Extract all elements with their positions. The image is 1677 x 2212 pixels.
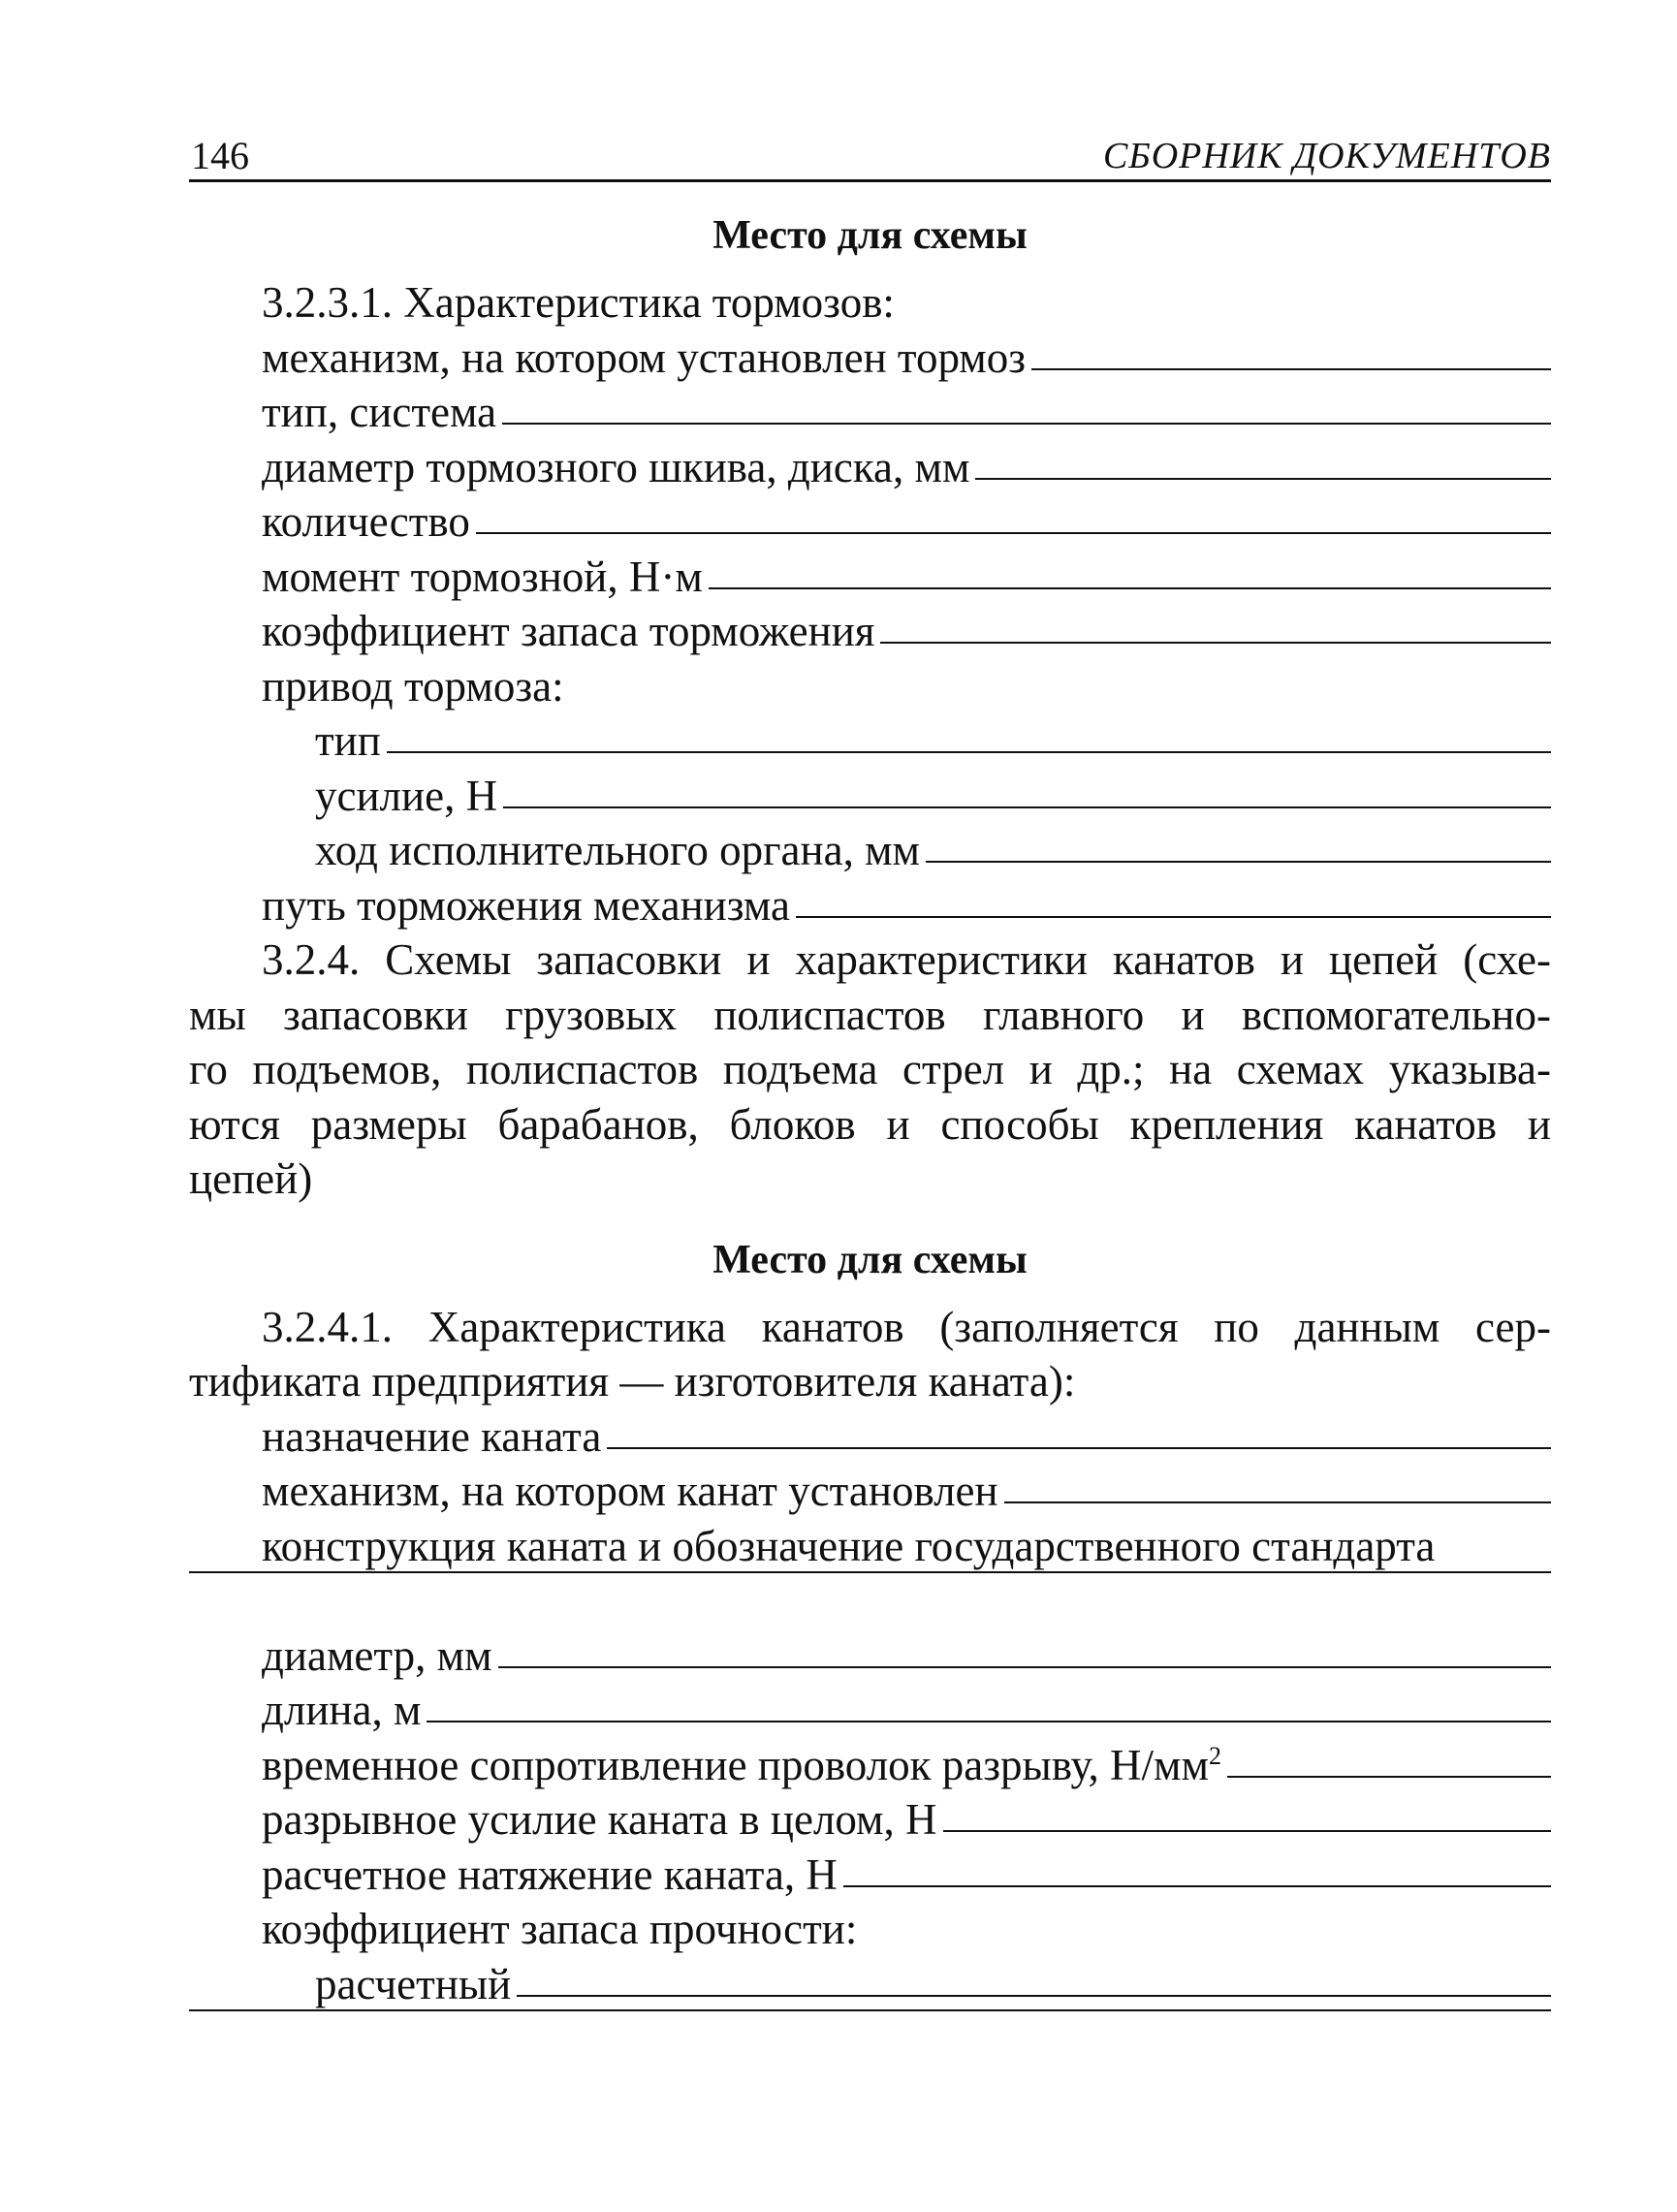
ropes-title-line-1: 3.2.4.1. Характеристика канатов (заполняется по данным сер- bbox=[262, 1302, 1551, 1351]
brake-mechanism-label: механизм, на котором установлен тормоз bbox=[262, 332, 1027, 382]
brake-quantity-field bbox=[189, 494, 1551, 550]
braking-path-field bbox=[189, 878, 1551, 933]
page-header bbox=[189, 131, 1551, 182]
braking-path-label: путь торможения механизма bbox=[262, 880, 791, 930]
rope-safety-factor-heading bbox=[189, 1902, 1551, 1957]
rope-calculated-label: расчетный bbox=[315, 1959, 512, 2008]
reeving-paragraph-line-4: ются размеры барабанов, блоков и способы крепления канатов и bbox=[189, 1099, 1551, 1149]
document-page bbox=[189, 131, 1551, 2067]
brake-coefficient-blank[interactable] bbox=[880, 642, 1551, 644]
brake-quantity-blank[interactable] bbox=[476, 532, 1551, 534]
drive-stroke-blank[interactable] bbox=[926, 861, 1551, 863]
reeving-paragraph-line-5: цепей) bbox=[189, 1154, 313, 1203]
rope-purpose-field bbox=[189, 1409, 1551, 1465]
brakes-title bbox=[189, 275, 1551, 331]
rope-breaking-force-blank[interactable] bbox=[943, 1830, 1551, 1832]
rope-mechanism-label: механизм, на котором канат установлен bbox=[262, 1467, 998, 1515]
rope-tensile-superscript: 2 bbox=[1208, 1741, 1221, 1770]
rope-diameter-label: диаметр, мм bbox=[262, 1630, 492, 1680]
brake-mechanism-blank[interactable] bbox=[1031, 368, 1551, 370]
reeving-paragraph-line-2: мы запасовки грузовых полиспастов главного и вспомогательно- bbox=[189, 990, 1551, 1039]
rope-design-tension-label: расчетное натяжение каната, Н bbox=[262, 1849, 838, 1899]
ropes-title-line-2: тификата предприятия — изготовителя каната): bbox=[189, 1357, 1076, 1406]
drive-force-field bbox=[189, 769, 1551, 824]
rope-construction-blank[interactable] bbox=[189, 1571, 1551, 1573]
brake-moment-blank[interactable] bbox=[709, 587, 1551, 589]
rope-mechanism-blank[interactable] bbox=[1004, 1501, 1551, 1503]
rope-construction-field bbox=[189, 1519, 1551, 1574]
page-number: 146 bbox=[191, 134, 249, 177]
reeving-paragraph-line-1: 3.2.4. Схемы запасовки и характеристики канатов и цепей (схе- bbox=[262, 935, 1551, 984]
brake-type-label: тип, система bbox=[262, 388, 497, 436]
scheme-placeholder-heading-bottom: Место для схемы bbox=[712, 1237, 1028, 1282]
rope-diameter-blank[interactable] bbox=[498, 1666, 1551, 1668]
rope-mechanism-field bbox=[189, 1464, 1551, 1519]
brake-coefficient-label: коэффициент запаса торможения bbox=[262, 607, 875, 655]
rope-length-field bbox=[189, 1683, 1551, 1738]
rope-purpose-label: назначение каната bbox=[262, 1411, 602, 1461]
brake-moment-field bbox=[189, 550, 1551, 605]
trailing-blank-row bbox=[189, 2011, 1551, 2067]
rope-design-tension-blank[interactable] bbox=[843, 1885, 1551, 1887]
rope-length-label: длина, м bbox=[262, 1686, 422, 1734]
brake-diameter-label: диаметр тормозного шкива, диска, мм bbox=[262, 442, 970, 491]
brake-diameter-field bbox=[189, 440, 1551, 495]
rope-purpose-blank[interactable] bbox=[607, 1447, 1551, 1449]
rope-breaking-force-field bbox=[189, 1792, 1551, 1848]
brake-type-field bbox=[189, 385, 1551, 440]
rope-tensile-label-text: временное сопротивление проволок разрыву, Н/мм bbox=[262, 1740, 1209, 1789]
brake-coefficient-field bbox=[189, 604, 1551, 659]
rope-calculated-blank[interactable] bbox=[517, 1995, 1551, 1997]
drive-type-label: тип bbox=[315, 716, 381, 765]
brake-moment-label: момент тормозной, Н·м bbox=[262, 552, 703, 601]
rope-construction-blank-row bbox=[189, 1573, 1551, 1628]
rope-tensile-blank[interactable] bbox=[1227, 1776, 1551, 1778]
brake-diameter-blank[interactable] bbox=[975, 478, 1551, 480]
brake-drive-label: привод тормоза: bbox=[262, 661, 564, 711]
rope-diameter-field bbox=[189, 1628, 1551, 1684]
drive-stroke-field bbox=[189, 823, 1551, 878]
brake-quantity-label: количество bbox=[262, 497, 470, 546]
rope-breaking-force-label: разрывное усилие каната в целом, Н bbox=[262, 1795, 937, 1844]
running-title: СБОРНИК ДОКУМЕНТОВ bbox=[1102, 136, 1551, 176]
brake-type-blank[interactable] bbox=[502, 423, 1551, 425]
rope-construction-label: конструкция каната и обозначение государственного стандарта bbox=[262, 1521, 1436, 1570]
scheme-placeholder-heading-top: Место для схемы bbox=[712, 213, 1028, 258]
rope-tensile-field bbox=[189, 1738, 1551, 1793]
braking-path-blank[interactable] bbox=[796, 916, 1551, 918]
rope-calculated-field bbox=[189, 1957, 1551, 2012]
drive-force-label: усилие, Н bbox=[315, 771, 498, 820]
rope-tensile-label bbox=[262, 1738, 1221, 1793]
reeving-paragraph-line-3: го подъемов, полиспастов подъема стрел и др.; на схемах указыва- bbox=[189, 1045, 1551, 1093]
trailing-blank[interactable] bbox=[189, 2009, 1551, 2011]
brake-drive-heading bbox=[189, 659, 1551, 714]
rope-length-blank[interactable] bbox=[427, 1721, 1551, 1722]
brakes-title-text: 3.2.3.1. Характеристика тормозов: bbox=[262, 278, 895, 327]
drive-force-blank[interactable] bbox=[503, 806, 1551, 808]
drive-stroke-label: ход исполнительного органа, мм bbox=[315, 826, 921, 874]
rope-safety-factor-label: коэффициент запаса прочности: bbox=[262, 1905, 858, 1953]
rope-design-tension-field bbox=[189, 1848, 1551, 1903]
drive-type-blank[interactable] bbox=[387, 751, 1551, 753]
brake-mechanism-field bbox=[189, 331, 1551, 386]
drive-type-field bbox=[189, 713, 1551, 769]
